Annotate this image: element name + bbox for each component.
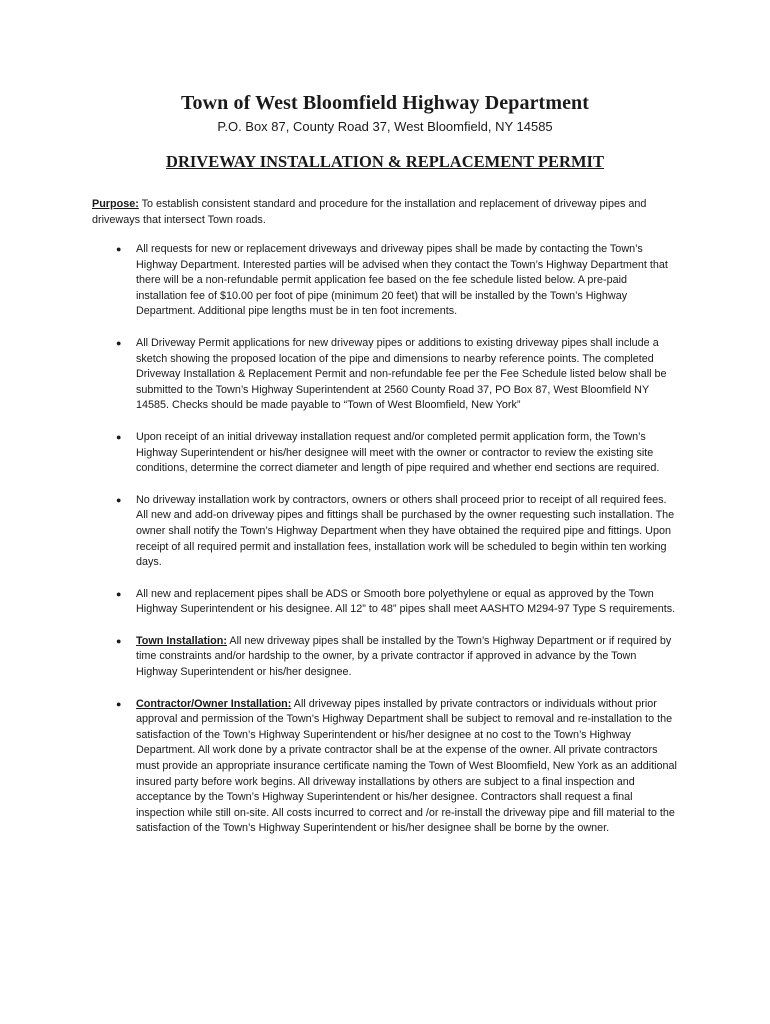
bullet-icon: ● — [116, 698, 122, 709]
item-text: All Driveway Permit applications for new driveway pipes or additions to existing driveway pipes shall include a sketch showing the proposed location of the pipe and dimensions to nearby reference points. The completed Driveway Installation & Replacement Permit and non-refundable fee per the Fee Schedule listed below shall be submitted to the Town’s Highway Superintendent at 2560 County Road 37, PO Box 87, West Bloomfield NY 14585. Checks should be made payable to “Town of West Bloomfield, New York” — [136, 336, 667, 412]
item-text: All new driveway pipes shall be installed by the Town’s Highway Department or if required by time constraints and/or hardship to the owner, by a private contractor if approved in advance by the Town Highway Superintendent or his/her designee. — [136, 634, 672, 679]
item-text: No driveway installation work by contractors, owners or others shall proceed prior to receipt of all required fees. All new and add-on driveway pipes and fittings shall be purchased by the owner requesting such installation. The owner shall notify the Town’s Highway Department when they have obtained the required pipe and fittings. Upon receipt of all required permit and installation fees, installation work will be scheduled to begin within ten working days. — [136, 493, 675, 569]
bullet-icon: ● — [116, 337, 122, 348]
list-item — [92, 430, 678, 477]
bullet-icon: ● — [116, 244, 122, 254]
item-text: All new and replacement pipes shall be ADS or Smooth bore polyethylene or equal as approved by the Town Highway Superintendent or his designee. All 12” to 48” pipes shall meet AASHTO M294-97 Type S requirements. — [136, 587, 676, 616]
item-lead-town-installation: Town Installation: — [136, 634, 227, 647]
purpose-label: Purpose: — [92, 198, 139, 210]
bullet-icon: ● — [116, 431, 122, 442]
list-item — [92, 634, 678, 681]
item-text: All driveway pipes installed by private contractors or individuals without prior approval and permission of the Town’s Highway Department shall be subject to removal and re-installation to the satisfaction of the Town’s Highway Superintendent or his/her designee at no cost to the Town’s Highway Department. All work done by a private contractor shall be at the expense of the owner. All private contractors must provide an appropriate insurance certificate naming the Town of West Bloomfield, New York as an additional insured party before work begins. All driveway installations by others are subject to a final inspection and acceptance by the Town’s Highway Superintendent or his/her designee. Contractors shall request a final inspection while still on-site. All costs incurred to correct and /or re-install the driveway pipe and fill material to the satisfaction of the Town’s Highway Superintendent or his/her designee shall be borne by the owner. — [136, 697, 677, 835]
list-item — [92, 336, 678, 414]
item-text: Upon receipt of an initial driveway installation request and/or completed permit application form, the Town’s Highway Superintendent or his/her designee will meet with the owner or contractor to review the existing site conditions, determine the correct diameter and length of pipe required and whether end sections are required. — [136, 430, 660, 475]
list-item — [92, 697, 678, 837]
purpose-paragraph — [92, 196, 678, 228]
bullet-icon: ● — [116, 588, 122, 599]
item-text: All requests for new or replacement driveways and driveway pipes shall be made by contacting the Town’s Highway Department. Interested parties will be advised when they contact the Town’s Highway Department that there will be a non-refundable permit application fee based on the fee schedule listed below. A pre-paid installation fee of $10.00 per foot of pipe (minimum 20 feet) that will be installed by the Town’s Highway Department. Additional pipe lengths must be in ten foot increments. — [136, 243, 668, 318]
bullet-icon: ● — [116, 494, 122, 505]
department-address: P.O. Box 87, County Road 37, West Bloomfield, NY 14585 — [217, 119, 553, 134]
department-title: Town of West Bloomfield Highway Department — [180, 92, 590, 114]
list-item — [92, 493, 678, 571]
item-lead-contractor-owner-installation: Contractor/Owner Installation: — [136, 697, 292, 710]
list-item — [92, 587, 678, 618]
list-item — [92, 242, 678, 320]
permit-title: DRIVEWAY INSTALLATION & REPLACEMENT PERMIT — [166, 152, 604, 171]
bullet-icon: ● — [116, 635, 122, 646]
purpose-text: To establish consistent standard and procedure for the installation and replacement of driveway pipes and driveways that intersect Town roads. — [92, 198, 647, 226]
requirements-list — [92, 242, 678, 837]
